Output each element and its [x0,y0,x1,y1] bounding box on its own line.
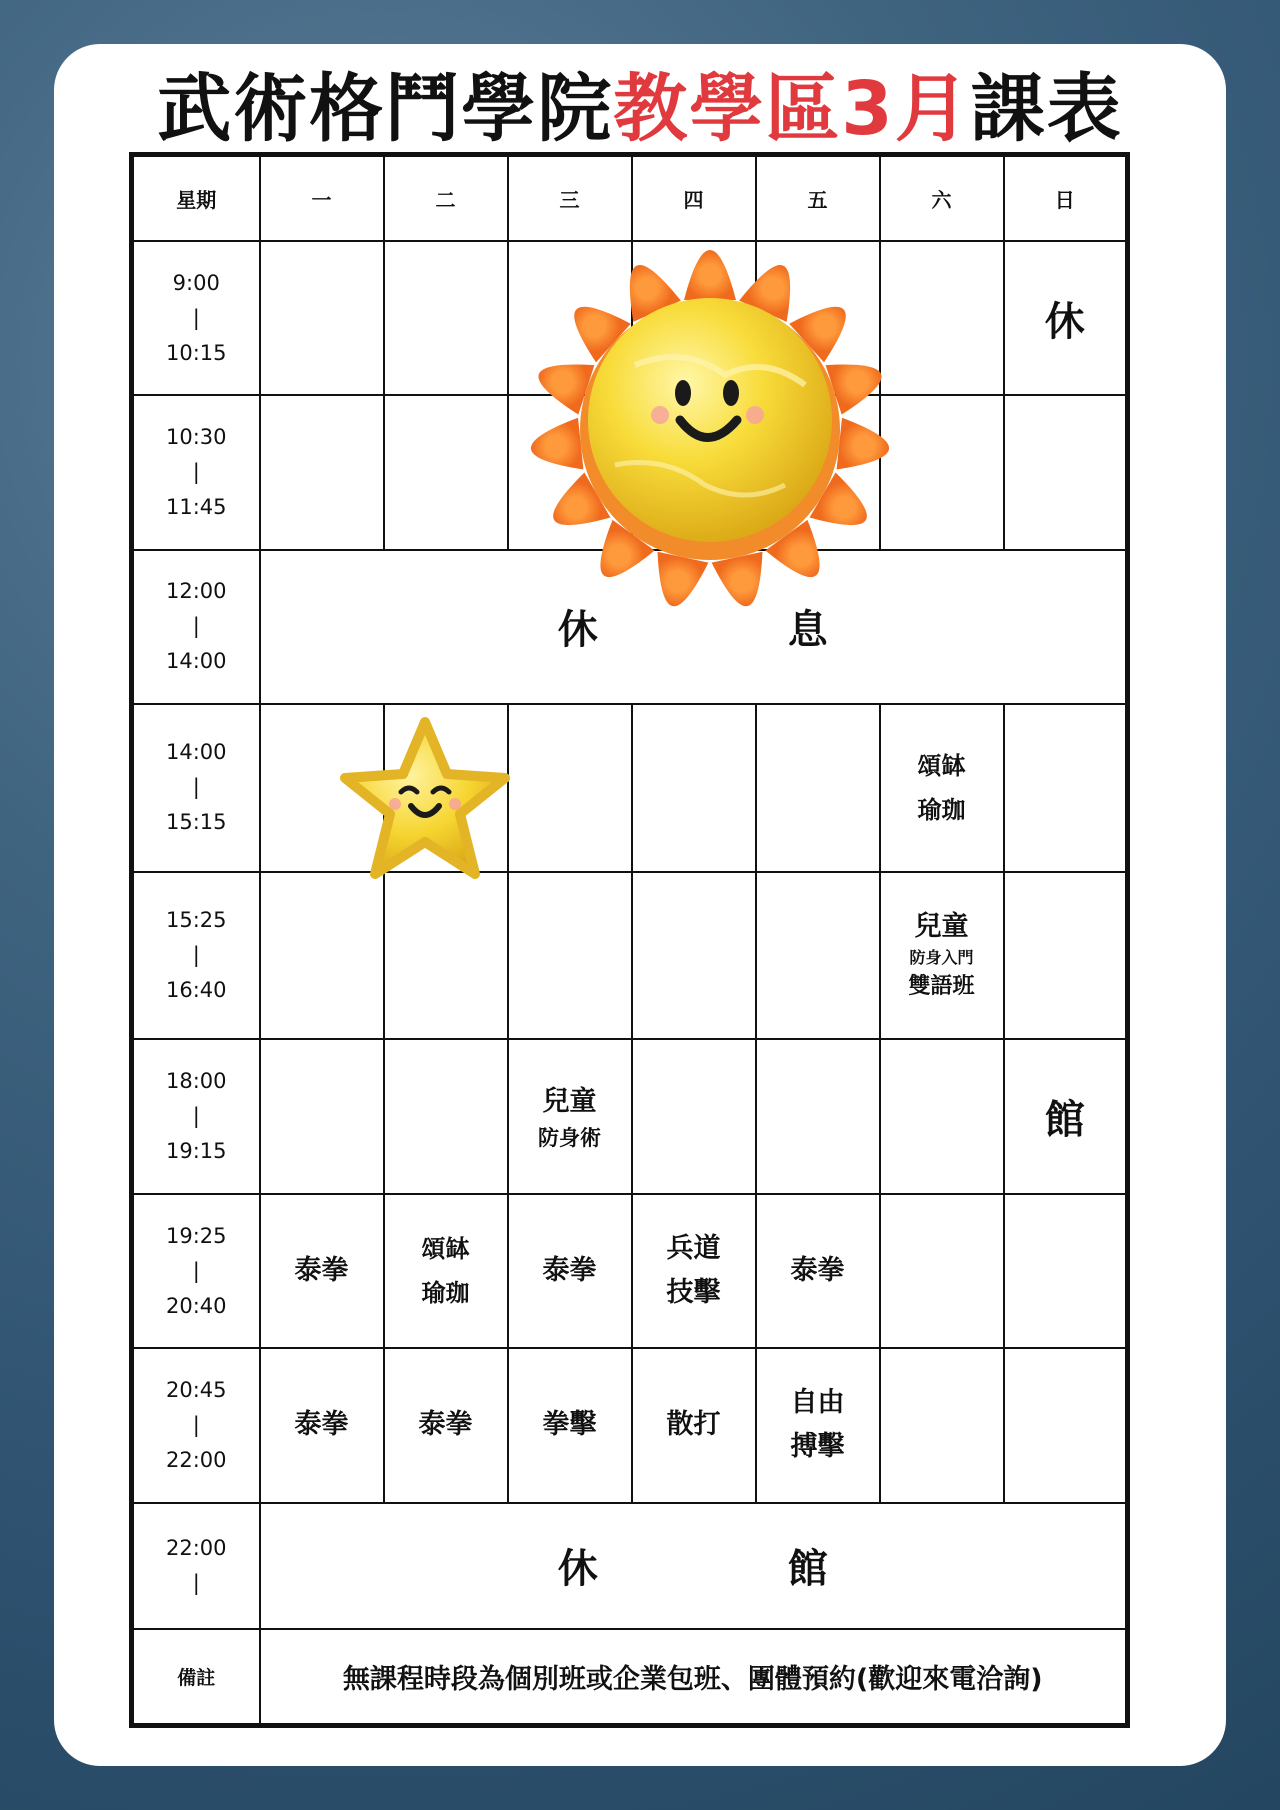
class-wed-1800: 兒童 防身術 [508,1039,632,1193]
class-wed-1925: 泰拳 [508,1194,632,1348]
class-wed-2045: 拳擊 [508,1348,632,1502]
cell-empty [880,1194,1004,1348]
time-slot: 15:25 | 16:40 [132,872,260,1040]
class-thu-1925: 兵道 技擊 [632,1194,756,1348]
time-slot: 10:30 | 11:45 [132,395,260,549]
closing-time: 休 館 [260,1503,1128,1629]
table-row [132,1194,1128,1348]
table-row [132,1039,1128,1193]
class-fri-1925: 泰拳 [756,1194,880,1348]
cell-empty [756,704,880,872]
smiling-star-icon [335,712,515,892]
time-slot: 20:45 | 22:00 [132,1348,260,1502]
time-slot: 18:00 | 19:15 [132,1039,260,1193]
cell-empty [880,1039,1004,1193]
note-label: 備註 [132,1629,260,1725]
note-row [132,1629,1128,1725]
time-slot: 19:25 | 20:40 [132,1194,260,1348]
cell-empty [632,1039,756,1193]
header-tue: 二 [384,155,508,241]
cell-empty [1004,1348,1128,1502]
title-school: 武術格鬥學院 [157,66,614,152]
class-thu-2045: 散打 [632,1348,756,1502]
class-tue-2045: 泰拳 [384,1348,508,1502]
class-mon-1925: 泰拳 [260,1194,384,1348]
page-title [54,50,1226,156]
class-sat-1400: 頌缽 瑜珈 [880,704,1004,872]
cell-empty [260,241,384,395]
cell-empty [260,1039,384,1193]
time-slot: 12:00 | 14:00 [132,550,260,704]
time-slot: 9:00 | 10:15 [132,241,260,395]
class-fri-2045: 自由 搏擊 [756,1348,880,1502]
time-slot: 22:00 | [132,1503,260,1629]
header-sat: 六 [880,155,1004,241]
table-row [132,872,1128,1040]
sunday-closed-2: 館 [1004,1039,1128,1193]
note-text: 無課程時段為個別班或企業包班、團體預約(歡迎來電洽詢) [260,1629,1128,1725]
cell-empty [880,1348,1004,1502]
sunday-closed-1: 休 [1004,241,1128,395]
cell-empty [384,872,508,1040]
header-mon: 一 [260,155,384,241]
cell-empty [632,704,756,872]
table-row [132,1503,1128,1629]
header-fri: 五 [756,155,880,241]
cell-empty [1004,1194,1128,1348]
header-sun: 日 [1004,155,1128,241]
table-row [132,1348,1128,1502]
cell-empty [632,872,756,1040]
cell-empty [756,1039,880,1193]
smiling-sun-icon [485,205,935,655]
cell-empty [1004,704,1128,872]
cell-empty [384,1039,508,1193]
cell-empty [508,872,632,1040]
cell-empty [260,872,384,1040]
time-slot: 14:00 | 15:15 [132,704,260,872]
class-tue-1925: 頌缽 瑜珈 [384,1194,508,1348]
header-weekday-label: 星期 [132,155,260,241]
cell-empty [1004,872,1128,1040]
cell-empty [1004,395,1128,549]
cell-empty [508,704,632,872]
lunch-break: 休 息 [260,550,1128,704]
title-suffix: 課表 [970,66,1123,152]
class-mon-2045: 泰拳 [260,1348,384,1502]
cell-empty [260,395,384,549]
class-sat-1525: 兒童 防身入門 雙語班 [880,872,1004,1040]
table-row [132,704,1128,872]
cell-empty [756,872,880,1040]
header-thu: 四 [632,155,756,241]
header-wed: 三 [508,155,632,241]
title-highlight: 教學區3月 [613,66,971,152]
